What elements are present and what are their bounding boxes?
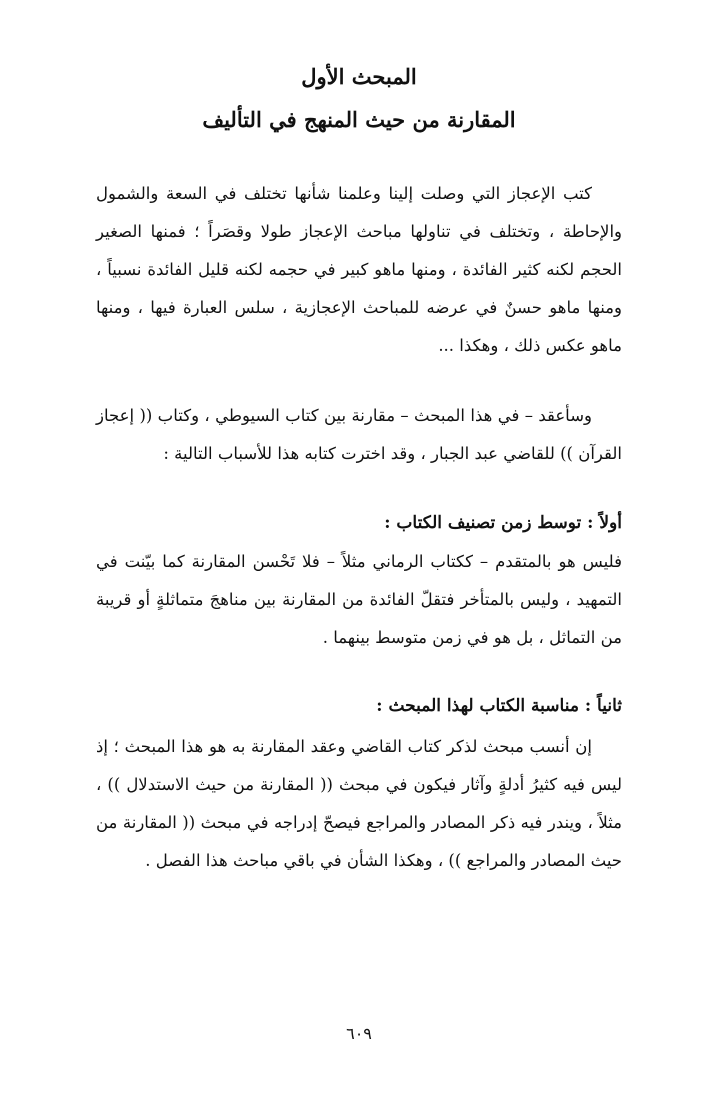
- heading-second-reason: ثانياً : مناسبة الكتاب لهذا المبحث :: [376, 696, 622, 716]
- section-title: المبحث الأول: [301, 64, 417, 89]
- paragraph-comparison: وسأعقد – في هذا المبحث – مقارنة بين كتاب السيوطي ، وكتاب (( إعجاز القرآن )) للقاضي عبد الجبار ، وقد اخترت كتابه هذا للأسباب التالية :: [96, 406, 622, 463]
- page-number: ٦٠٩: [346, 1024, 372, 1043]
- heading-first-reason: أولاً : توسط زمن تصنيف الكتاب :: [384, 513, 622, 533]
- section-subtitle: المقارنة من حيث المنهج في التأليف: [202, 107, 516, 132]
- paragraph-intro: كتب الإعجاز التي وصلت إلينا وعلمنا شأنها تختلف في السعة والشمول والإحاطة ، وتختلف في تناولها مباحث الإعجاز طولا وقصَراً ؛ فمنها الصغير الحجم لكنه كثير الفائدة ، ومنها ماهو كبير في حجمه لكنه قليل الفائدة نسبياً ، ومنها ماهو حسنٌ في عرضه للمباحث الإعجازية ، سلس العبارة فيها ، ومنها ماهو عكس ذلك ، وهكذا ...: [96, 184, 622, 355]
- paragraph-first-reason: فليس هو بالمتقدم – ككتاب الرماني مثلاً – فلا تَحْسن المقارنة كما بيّنت في التمهيد ، وليس بالمتأخر فتقلّ الفائدة من المقارنة بين مناهجَ متماثلةٍ أو قريبة من التماثل ، بل هو في زمن متوسط بينهما .: [96, 552, 622, 647]
- paragraph-second-reason: إن أنسب مبحث لذكر كتاب القاضي وعقد المقارنة به هو هذا المبحث ؛ إذ ليس فيه كثيرُ أدلةٍ وآثار فيكون في مبحث (( المقارنة من حيث الاستدلال )) ، مثلاً ، ويندر فيه ذكر المصادر والمراجع فيصحّ إدراجه في مبحث (( المقارنة من حيث المصادر والمراجع )) ، وهكذا الشأن في باقي مباحث هذا الفصل .: [96, 737, 622, 870]
